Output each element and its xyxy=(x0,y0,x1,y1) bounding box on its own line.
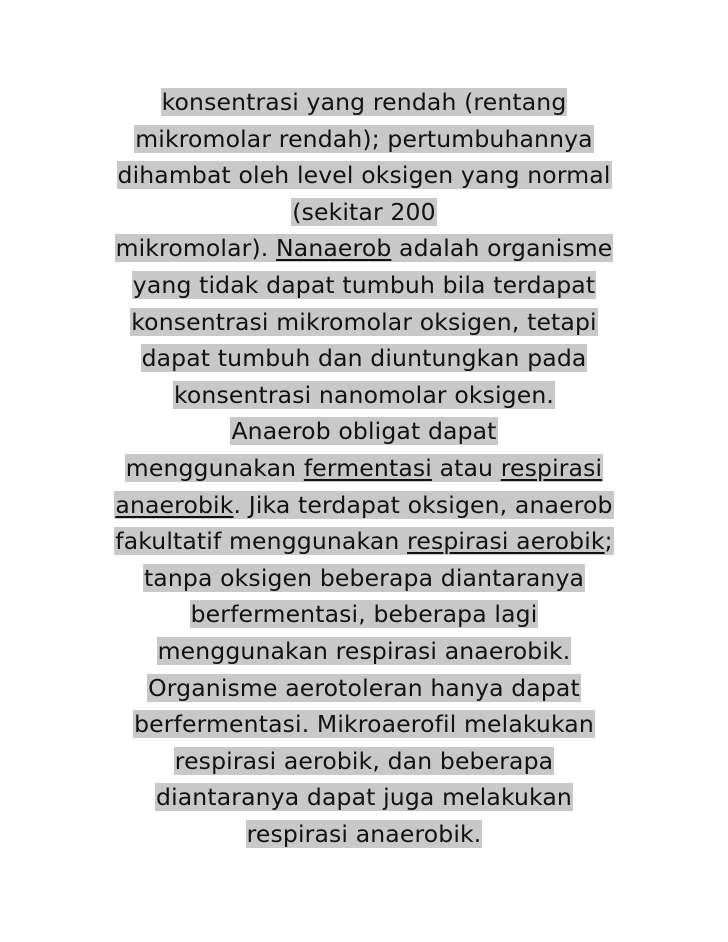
text-line xyxy=(84,633,644,670)
highlighted-text xyxy=(114,527,613,555)
highlighted-text: konsentrasi yang rendah (rentang xyxy=(161,88,567,116)
text-line xyxy=(84,596,644,633)
text-segment: mikromolar). xyxy=(115,234,277,263)
highlighted-text: Organisme aerotoleran hanya dapat xyxy=(148,673,580,702)
text-line xyxy=(84,304,644,341)
text-line xyxy=(84,413,644,450)
highlighted-text: berfermentasi. Mikroaerofil melakukan xyxy=(134,710,594,739)
text-segment: adalah organisme xyxy=(391,234,613,263)
text-line xyxy=(84,157,644,194)
text-line xyxy=(84,670,644,707)
highlighted-text: yang tidak dapat tumbuh bila terdapat xyxy=(132,270,596,299)
highlighted-text xyxy=(125,454,603,482)
text-line xyxy=(84,560,644,597)
text-segment: menggunakan xyxy=(125,453,304,482)
text-segment: atau xyxy=(431,453,501,482)
text-line xyxy=(84,450,644,487)
link-fermentasi[interactable]: fermentasi xyxy=(303,453,432,482)
highlighted-text xyxy=(114,491,613,519)
text-line xyxy=(84,267,644,304)
text-line xyxy=(84,487,644,524)
text-line xyxy=(84,779,644,816)
highlighted-text: berfermentasi, beberapa lagi xyxy=(190,600,538,629)
link-respirasi-anaerobik-part2[interactable]: anaerobik xyxy=(115,490,234,519)
text-segment: ; xyxy=(604,527,613,556)
text-line xyxy=(84,230,644,267)
text-line xyxy=(84,377,644,414)
highlighted-text: menggunakan respirasi anaerobik. xyxy=(157,636,571,665)
text-line xyxy=(84,340,644,377)
highlighted-text: diantaranya dapat juga melakukan xyxy=(156,783,572,812)
link-nanaerob[interactable]: Nanaerob xyxy=(276,234,392,263)
text-line xyxy=(84,523,644,560)
link-respirasi-aerobik[interactable]: respirasi aerobik xyxy=(407,527,605,556)
highlighted-text: respirasi anaerobik. xyxy=(246,819,482,848)
text-line xyxy=(84,743,644,780)
text-segment: fakultatif menggunakan xyxy=(115,527,408,556)
text-line xyxy=(84,84,644,121)
highlighted-text: dapat tumbuh dan diuntungkan pada xyxy=(141,344,587,373)
highlighted-text: Anaerob obligat dapat xyxy=(231,417,497,446)
highlighted-text: konsentrasi nanomolar oksigen. xyxy=(173,380,555,409)
body-paragraph xyxy=(84,84,644,852)
highlighted-text: (sekitar 200 xyxy=(292,197,436,226)
highlighted-text: konsentrasi mikromolar oksigen, tetapi xyxy=(131,307,597,336)
text-line xyxy=(84,706,644,743)
highlighted-text xyxy=(115,234,614,262)
highlighted-text: mikromolar rendah); pertumbuhannya xyxy=(135,124,593,153)
text-line xyxy=(84,194,644,231)
highlighted-text: dihambat oleh level oksigen yang normal xyxy=(117,161,611,190)
text-line xyxy=(84,121,644,158)
text-segment: . Jika terdapat oksigen, anaerob xyxy=(233,490,613,519)
text-line xyxy=(84,816,644,853)
link-respirasi-anaerobik-part1[interactable]: respirasi xyxy=(500,453,603,482)
highlighted-text: respirasi aerobik, dan beberapa xyxy=(174,746,554,775)
highlighted-text: tanpa oksigen beberapa diantaranya xyxy=(143,563,585,592)
